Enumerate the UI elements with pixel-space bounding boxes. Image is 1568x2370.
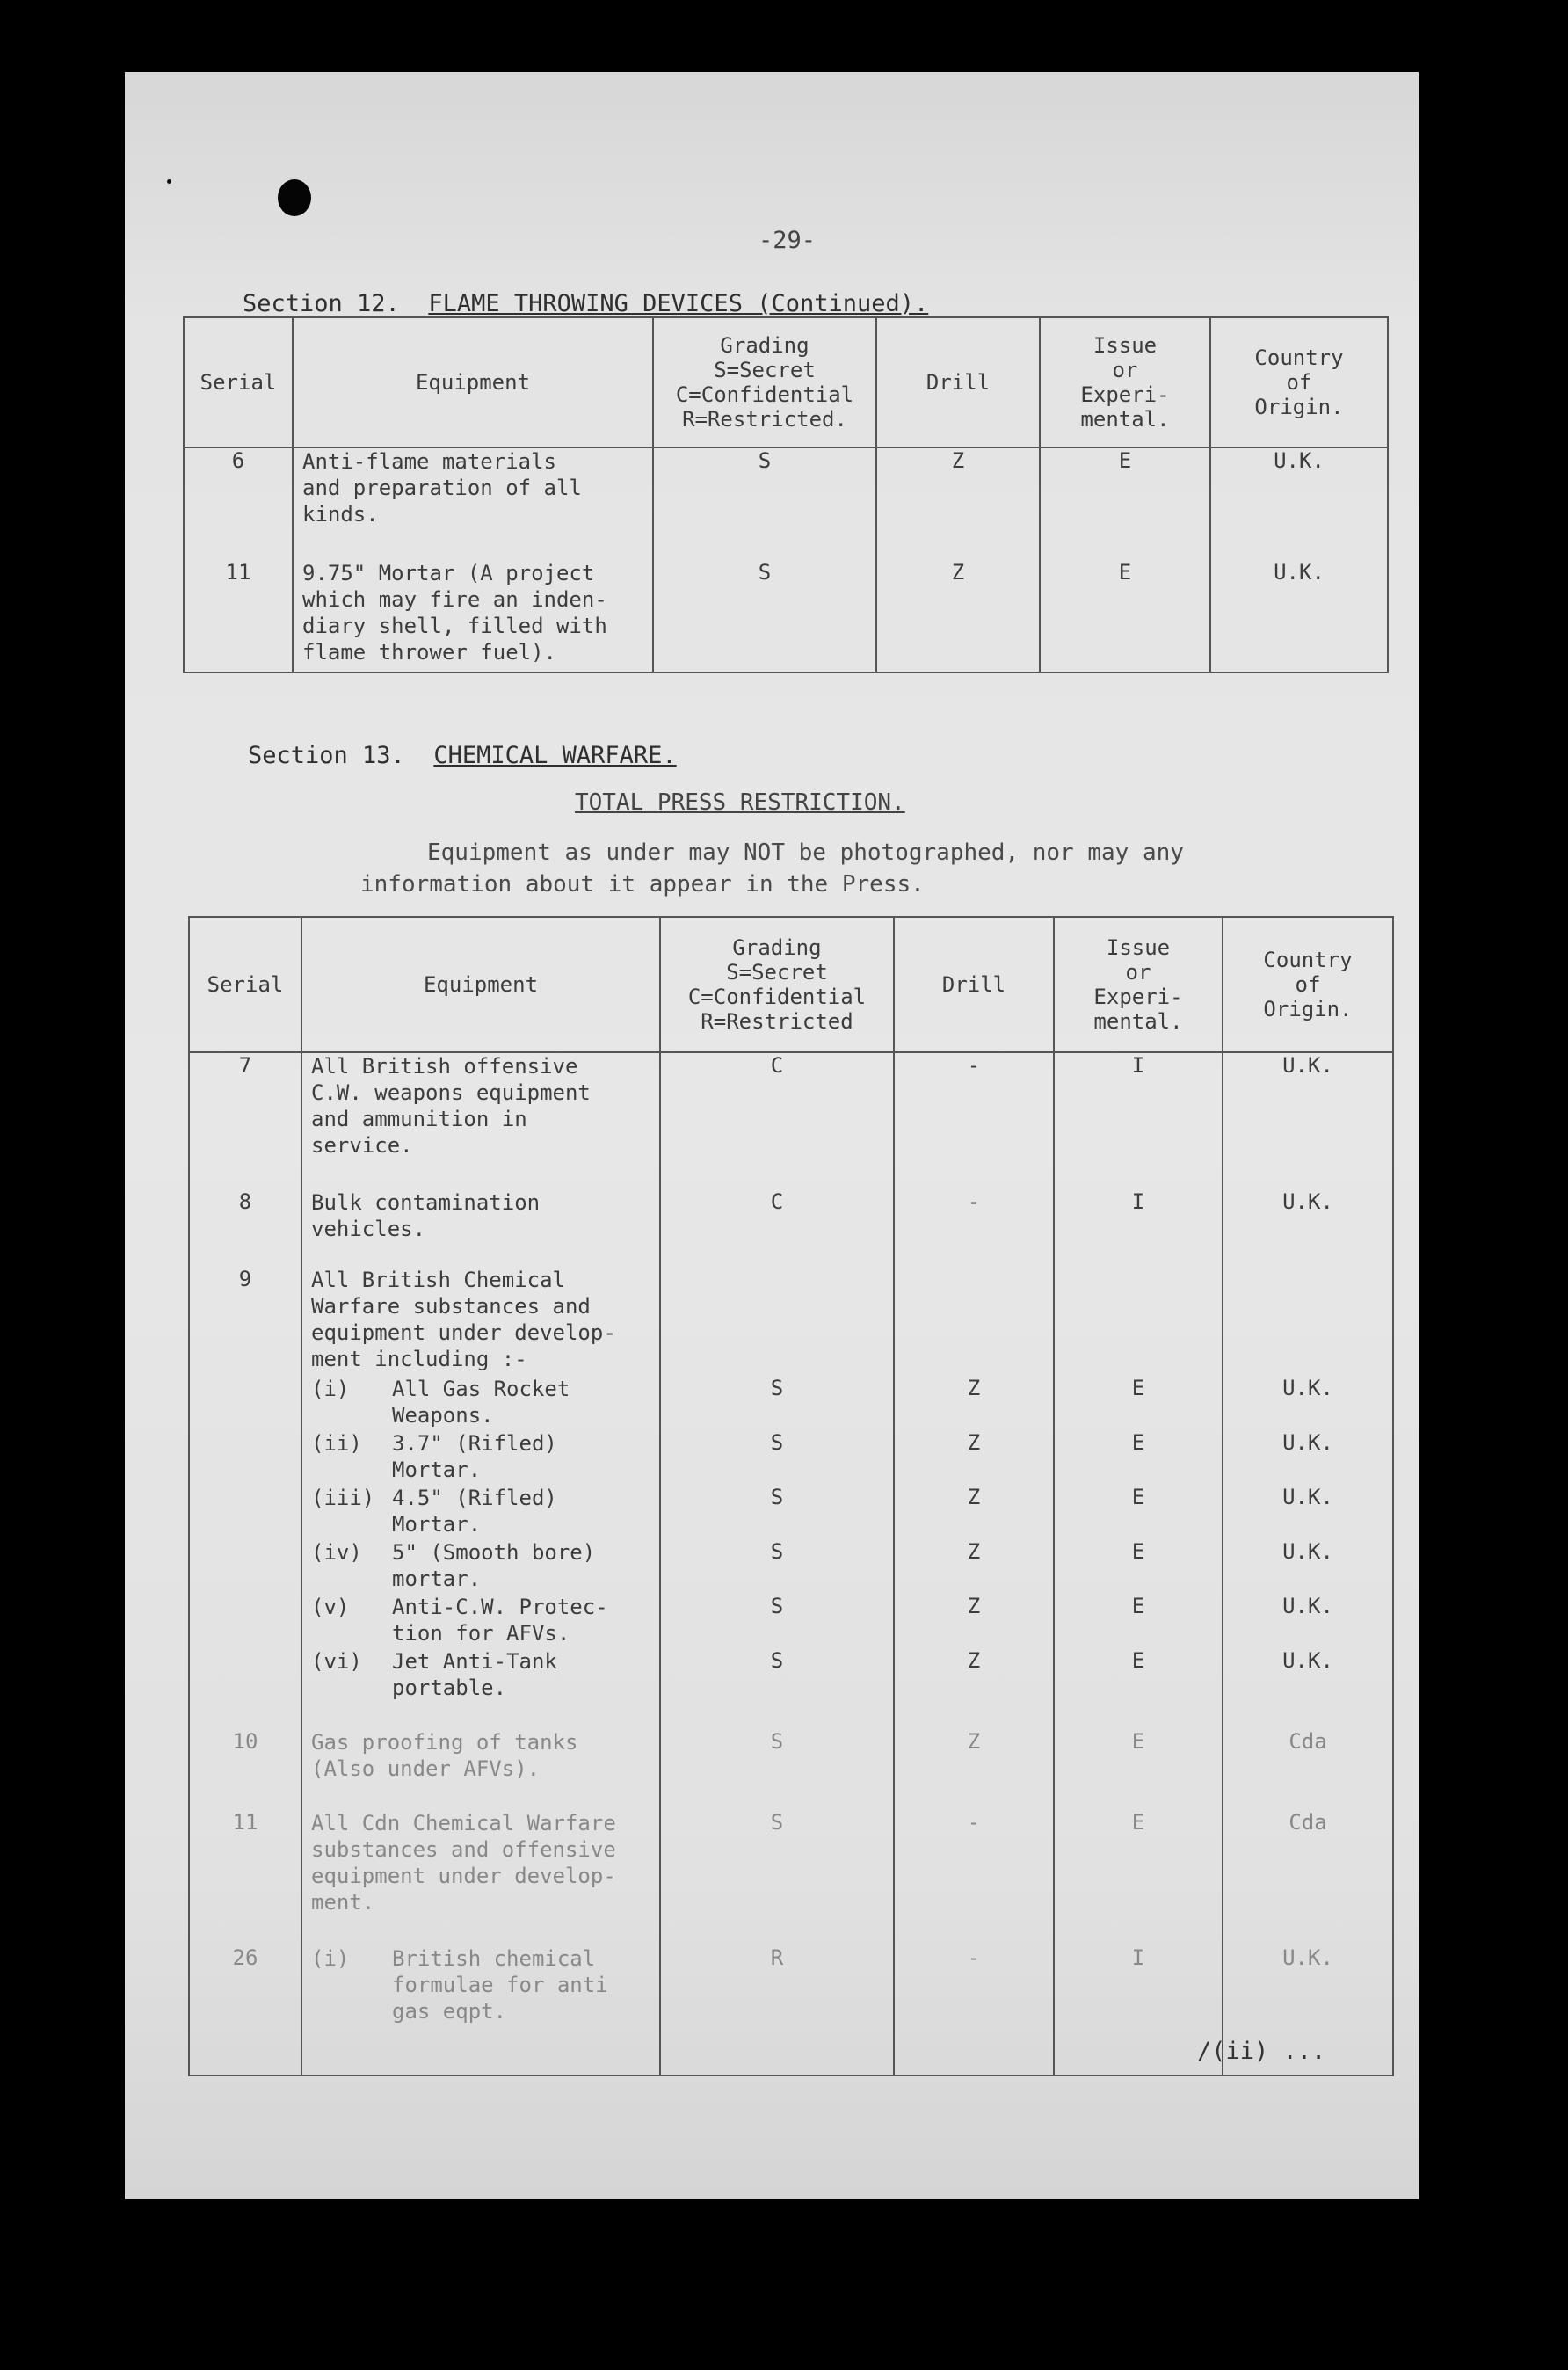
header-grading-line: R=Restricted. <box>682 407 847 432</box>
section-12-label: Section 12. <box>243 290 400 317</box>
cell-country: U.K. <box>1223 1189 1393 1267</box>
continuation-marker: /(ii) ... <box>1197 2038 1326 2065</box>
cell-drill: - <box>894 1810 1054 1945</box>
cell-serial <box>189 1648 301 1729</box>
cell-serial: 10 <box>189 1729 301 1810</box>
cell-issue: E <box>1054 1648 1223 1729</box>
header-issue-line: Experi- <box>1093 985 1183 1009</box>
equipment-line: kinds. <box>302 502 379 527</box>
sub-item-number: (i) <box>311 1946 350 1971</box>
equipment-line: and ammunition in <box>311 1107 527 1131</box>
cell-issue: E <box>1054 1810 1223 1945</box>
cell-grading: R <box>660 1945 894 2076</box>
cell-drill: - <box>894 1945 1054 2076</box>
cell-grading: S <box>653 560 876 672</box>
cell-grading: S <box>660 1430 894 1485</box>
header-issue-line: Issue <box>1106 935 1171 960</box>
equipment-line: ment including :- <box>311 1347 527 1371</box>
cell-drill: Z <box>894 1376 1054 1430</box>
equipment-line: mortar. <box>392 1567 482 1591</box>
equipment-line: 9.75" Mortar (A project <box>302 561 595 585</box>
table-row <box>189 1430 1393 1485</box>
table-row <box>184 560 1388 672</box>
section-12-title: FLAME THROWING DEVICES (Continued). <box>428 290 929 317</box>
header-issue-line: mental. <box>1080 407 1170 432</box>
cell-drill <box>894 1267 1054 1376</box>
cell-issue: E <box>1054 1594 1223 1648</box>
cell-country: U.K. <box>1223 1052 1393 1189</box>
equipment-line: ment. <box>311 1890 375 1915</box>
cell-serial: 8 <box>189 1189 301 1267</box>
section-13-subtitle: TOTAL PRESS RESTRICTION. <box>575 789 905 816</box>
sub-item-number: (ii) <box>311 1431 362 1456</box>
header-country-line: Origin. <box>1254 395 1344 419</box>
cell-drill: Z <box>894 1485 1054 1539</box>
cell-country: U.K. <box>1223 1648 1393 1729</box>
cell-drill: - <box>894 1052 1054 1189</box>
cell-drill: Z <box>894 1539 1054 1594</box>
cell-equipment <box>301 1810 660 1945</box>
section-13-table <box>188 916 1394 2076</box>
header-drill: Drill <box>894 917 1054 1052</box>
cell-drill: Z <box>894 1594 1054 1648</box>
equipment-line: British chemical <box>392 1946 596 1971</box>
speck <box>167 179 171 184</box>
table-row <box>189 1729 1393 1810</box>
cell-country <box>1223 1267 1393 1376</box>
cell-equipment <box>301 1189 660 1267</box>
header-issue <box>1040 317 1210 447</box>
section-13-note <box>360 837 1239 900</box>
cell-country: U.K. <box>1223 1376 1393 1430</box>
section-13-heading <box>248 742 677 769</box>
punch-hole <box>278 179 311 216</box>
cell-drill: - <box>894 1189 1054 1267</box>
note-line: information about it appear in the Press. <box>360 871 925 898</box>
cell-serial: 9 <box>189 1267 301 1376</box>
table-row <box>189 1594 1393 1648</box>
header-grading <box>653 317 876 447</box>
table-row <box>184 447 1388 560</box>
cell-grading: S <box>660 1376 894 1430</box>
header-issue-line: mental. <box>1093 1009 1183 1034</box>
cell-drill: Z <box>894 1648 1054 1729</box>
equipment-line: vehicles. <box>311 1217 426 1241</box>
cell-serial: 11 <box>189 1810 301 1945</box>
equipment-line: Jet Anti-Tank <box>392 1649 557 1674</box>
equipment-line: Gas proofing of tanks <box>311 1730 578 1755</box>
equipment-line: Anti-flame materials <box>302 449 556 474</box>
page-number: -29- <box>759 227 817 254</box>
header-country-line: of <box>1286 370 1312 395</box>
cell-equipment <box>301 1052 660 1189</box>
sub-item-number: (v) <box>311 1595 350 1619</box>
sub-item-number: (iii) <box>311 1486 375 1510</box>
table-row <box>189 1810 1393 1945</box>
header-country <box>1223 917 1393 1052</box>
header-country-line: Country <box>1254 345 1344 370</box>
cell-country: U.K. <box>1223 1594 1393 1648</box>
note-line: Equipment as under may NOT be photographed, nor may any <box>427 840 1184 866</box>
cell-issue: I <box>1054 1189 1223 1267</box>
cell-country: U.K. <box>1223 1485 1393 1539</box>
cell-country: U.K. <box>1223 1945 1393 2076</box>
header-issue-line: or <box>1112 358 1138 382</box>
section-13-label: Section 13. <box>248 742 405 769</box>
cell-grading: S <box>660 1539 894 1594</box>
cell-equipment <box>301 1945 660 2076</box>
cell-equipment <box>301 1648 660 1729</box>
header-country <box>1210 317 1388 447</box>
equipment-line: flame thrower fuel). <box>302 640 556 665</box>
cell-serial: 7 <box>189 1052 301 1189</box>
equipment-line: formulae for anti <box>392 1973 608 1997</box>
cell-equipment <box>301 1485 660 1539</box>
cell-issue: I <box>1054 1052 1223 1189</box>
cell-equipment <box>293 447 653 560</box>
cell-equipment <box>301 1376 660 1430</box>
cell-grading: S <box>660 1729 894 1810</box>
cell-equipment <box>301 1430 660 1485</box>
cell-grading: S <box>653 447 876 560</box>
cell-drill: Z <box>876 447 1040 560</box>
cell-grading: C <box>660 1052 894 1189</box>
header-country-line: Country <box>1263 948 1353 972</box>
table-row <box>189 1189 1393 1267</box>
equipment-line: All Cdn Chemical Warfare <box>311 1811 616 1836</box>
cell-issue: E <box>1040 447 1210 560</box>
cell-country: U.K. <box>1223 1539 1393 1594</box>
header-country-line: of <box>1295 972 1321 997</box>
equipment-line: Mortar. <box>392 1512 482 1537</box>
cell-drill: Z <box>876 560 1040 672</box>
cell-grading: S <box>660 1485 894 1539</box>
cell-country: U.K. <box>1223 1430 1393 1485</box>
table-row <box>189 1052 1393 1189</box>
cell-serial: 26 <box>189 1945 301 2076</box>
cell-issue: E <box>1040 560 1210 672</box>
cell-country: Cda <box>1223 1810 1393 1945</box>
cell-issue: E <box>1054 1729 1223 1810</box>
cell-serial <box>189 1485 301 1539</box>
cell-grading: C <box>660 1189 894 1267</box>
equipment-line: (Also under AFVs). <box>311 1756 541 1781</box>
cell-equipment <box>301 1594 660 1648</box>
header-equipment: Equipment <box>301 917 660 1052</box>
section-12-heading <box>243 290 928 317</box>
cell-country: Cda <box>1223 1729 1393 1810</box>
section-13-title: CHEMICAL WARFARE. <box>433 742 677 769</box>
equipment-line: Anti-C.W. Protec- <box>392 1595 608 1619</box>
cell-serial <box>189 1594 301 1648</box>
equipment-line: tion for AFVs. <box>392 1621 570 1646</box>
cell-drill: Z <box>894 1430 1054 1485</box>
equipment-line: 4.5" (Rifled) <box>392 1486 557 1510</box>
cell-drill: Z <box>894 1729 1054 1810</box>
header-grading-line: Grading <box>720 333 809 358</box>
equipment-line: All Gas Rocket <box>392 1377 570 1401</box>
table-row <box>189 1485 1393 1539</box>
sub-item-number: (vi) <box>311 1649 362 1674</box>
equipment-line: gas eqpt. <box>392 1999 507 2024</box>
equipment-line: diary shell, filled with <box>302 614 607 638</box>
equipment-line: Bulk contamination <box>311 1190 541 1215</box>
header-issue-line: Experi- <box>1080 382 1170 407</box>
equipment-line: Mortar. <box>392 1458 482 1482</box>
equipment-line: which may fire an inden- <box>302 587 607 612</box>
header-issue-line: or <box>1125 960 1151 985</box>
header-serial: Serial <box>184 317 293 447</box>
equipment-line: All British Chemical <box>311 1268 565 1292</box>
header-serial: Serial <box>189 917 301 1052</box>
equipment-line: Weapons. <box>392 1403 494 1428</box>
cell-equipment <box>301 1539 660 1594</box>
cell-issue: I <box>1054 1945 1223 2076</box>
header-drill: Drill <box>876 317 1040 447</box>
equipment-line: 5" (Smooth bore) <box>392 1540 596 1565</box>
cell-serial <box>189 1376 301 1430</box>
equipment-line: 3.7" (Rifled) <box>392 1431 557 1456</box>
cell-equipment <box>293 560 653 672</box>
cell-grading: S <box>660 1648 894 1729</box>
equipment-line: equipment under develop- <box>311 1864 616 1888</box>
cell-country: U.K. <box>1210 560 1388 672</box>
header-grading-line: C=Confidential <box>675 382 854 407</box>
table-row <box>189 1648 1393 1729</box>
cell-serial <box>189 1539 301 1594</box>
table-row <box>189 1539 1393 1594</box>
header-issue <box>1054 917 1223 1052</box>
sub-item-number: (iv) <box>311 1540 362 1565</box>
header-grading-line: Grading <box>732 935 822 960</box>
cell-issue: E <box>1054 1485 1223 1539</box>
cell-grading: S <box>660 1810 894 1945</box>
header-grading-line: R=Restricted <box>701 1009 853 1034</box>
equipment-line: equipment under develop- <box>311 1320 616 1345</box>
equipment-line: portable. <box>392 1676 507 1700</box>
cell-issue: E <box>1054 1430 1223 1485</box>
equipment-line: service. <box>311 1133 413 1158</box>
table-row <box>189 1376 1393 1430</box>
cell-grading: S <box>660 1594 894 1648</box>
section-12-table <box>183 316 1389 673</box>
header-country-line: Origin. <box>1263 997 1353 1021</box>
cell-country: U.K. <box>1210 447 1388 560</box>
sub-item-number: (i) <box>311 1377 350 1401</box>
equipment-line: substances and offensive <box>311 1837 616 1862</box>
equipment-line: and preparation of all <box>302 476 582 500</box>
table-row <box>189 1267 1393 1376</box>
cell-grading <box>660 1267 894 1376</box>
header-equipment: Equipment <box>293 317 653 447</box>
cell-serial: 6 <box>184 447 293 560</box>
cell-equipment <box>301 1267 660 1376</box>
equipment-line: C.W. weapons equipment <box>311 1080 591 1105</box>
cell-issue: E <box>1054 1539 1223 1594</box>
header-grading-line: S=Secret <box>714 358 816 382</box>
equipment-line: Warfare substances and <box>311 1294 591 1319</box>
header-grading-line: C=Confidential <box>687 985 867 1009</box>
cell-equipment <box>301 1729 660 1810</box>
cell-issue: E <box>1054 1376 1223 1430</box>
header-issue-line: Issue <box>1093 333 1158 358</box>
header-grading <box>660 917 894 1052</box>
cell-issue <box>1054 1267 1223 1376</box>
equipment-line: All British offensive <box>311 1054 578 1079</box>
header-grading-line: S=Secret <box>726 960 828 985</box>
cell-serial: 11 <box>184 560 293 672</box>
cell-serial <box>189 1430 301 1485</box>
